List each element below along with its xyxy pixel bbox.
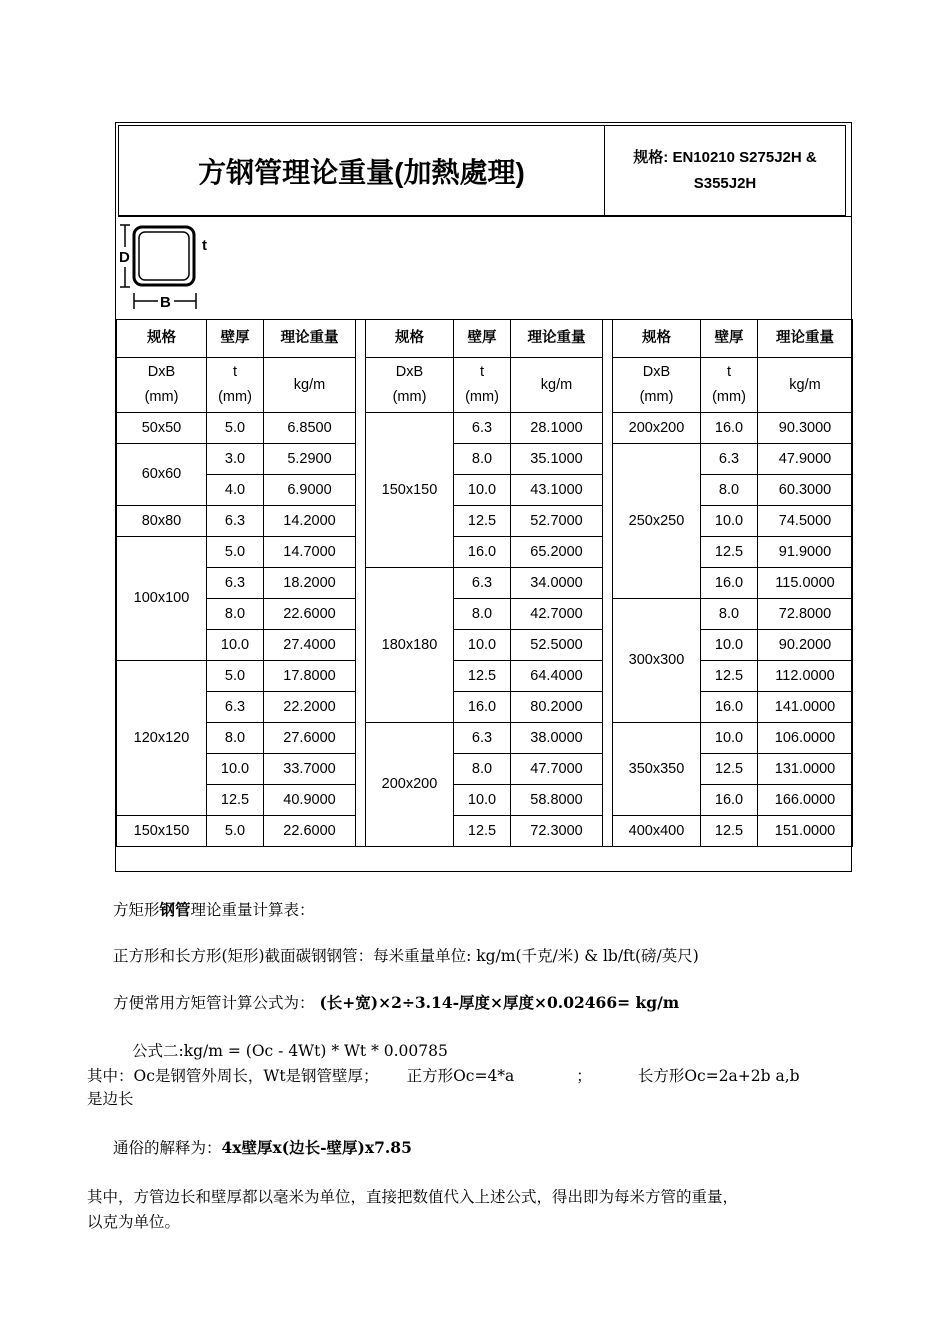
table-row [117, 506, 853, 537]
weight-cell: 22.6000 [264, 599, 356, 630]
thickness-cell: 12.5 [701, 661, 758, 692]
size-cell: 350x350 [613, 723, 701, 816]
thickness-cell: 8.0 [701, 475, 758, 506]
weight-cell: 60.3000 [758, 475, 853, 506]
thickness-cell: 6.3 [701, 444, 758, 475]
column-header: 壁厚 [454, 320, 511, 358]
thickness-cell: 6.3 [454, 413, 511, 444]
note-definition: 其中：Oc是钢管外周长，Wt是钢管壁厚； 正方形Oc=4*a ； 长方形Oc=2a+2b a,b [87, 1067, 800, 1085]
table-row [117, 816, 853, 847]
weight-cell: 58.8000 [511, 785, 603, 816]
thickness-cell: 12.5 [701, 754, 758, 785]
thickness-cell: 16.0 [701, 785, 758, 816]
size-cell: 100x100 [117, 537, 207, 661]
thickness-cell: 12.5 [207, 785, 264, 816]
thickness-cell: 10.0 [454, 785, 511, 816]
column-header: 规格 [366, 320, 454, 358]
note-formula-1: 方便常用方矩管计算公式为： (长+宽)×2÷3.14-厚度×厚度×0.02466= kg/m [113, 993, 680, 1012]
unit-weight: kg/m [264, 358, 356, 413]
thickness-cell: 12.5 [701, 816, 758, 847]
unit-size-line: DxB [642, 364, 671, 380]
size-cell: 200x200 [366, 723, 454, 847]
thickness-cell: 3.0 [207, 444, 264, 475]
table-row [117, 413, 853, 444]
thickness-cell: 10.0 [207, 630, 264, 661]
weight-cell: 33.7000 [264, 754, 356, 785]
thickness-cell: 12.5 [701, 537, 758, 568]
column-header: 理论重量 [511, 320, 603, 358]
weight-cell: 27.6000 [264, 723, 356, 754]
table-row [117, 599, 853, 630]
note-title: 方矩形钢管理论重量计算表： [113, 900, 315, 919]
thickness-cell: 5.0 [207, 413, 264, 444]
thickness-cell: 10.0 [454, 630, 511, 661]
note-definition-cont: 是边长 [87, 1090, 134, 1108]
thickness-cell: 8.0 [454, 444, 511, 475]
size-cell: 400x400 [613, 816, 701, 847]
note-units: 正方形和长方形(矩形)截面碳钢钢管：每米重量单位: kg/m(千克/米) & lb/ft(磅/英尺) [113, 947, 699, 965]
size-cell: 50x50 [117, 413, 207, 444]
size-cell: 60x60 [117, 444, 207, 506]
weight-cell: 6.9000 [264, 475, 356, 506]
unit-thickness-line: t [726, 364, 732, 380]
thickness-cell: 16.0 [701, 568, 758, 599]
thickness-cell: 8.0 [701, 599, 758, 630]
weight-cell: 131.0000 [758, 754, 853, 785]
thickness-cell: 16.0 [454, 537, 511, 568]
weight-cell: 72.3000 [511, 816, 603, 847]
unit-thickness [454, 358, 511, 413]
table-row [117, 475, 853, 506]
weight-cell: 38.0000 [511, 723, 603, 754]
thickness-cell: 10.0 [207, 754, 264, 785]
column-header: 理论重量 [758, 320, 853, 358]
weight-cell: 64.4000 [511, 661, 603, 692]
size-cell: 120x120 [117, 661, 207, 816]
column-separator [356, 320, 366, 847]
thickness-cell: 16.0 [701, 413, 758, 444]
size-cell: 200x200 [613, 413, 701, 444]
weight-cell: 91.9000 [758, 537, 853, 568]
weight-cell: 106.0000 [758, 723, 853, 754]
unit-thickness-line: t [232, 364, 238, 380]
weight-cell: 47.9000 [758, 444, 853, 475]
unit-size-line: DxB [395, 364, 424, 380]
weight-cell: 80.2000 [511, 692, 603, 723]
weight-cell: 18.2000 [264, 568, 356, 599]
thickness-cell: 8.0 [207, 599, 264, 630]
thickness-cell: 5.0 [207, 537, 264, 568]
size-cell: 80x80 [117, 506, 207, 537]
label-d: D [119, 249, 130, 266]
thickness-cell: 6.3 [454, 723, 511, 754]
thickness-cell: 12.5 [454, 661, 511, 692]
weight-cell: 65.2000 [511, 537, 603, 568]
unit-size-line: (mm) [392, 389, 427, 405]
unit-size [366, 358, 454, 413]
unit-thickness [207, 358, 264, 413]
weight-cell: 141.0000 [758, 692, 853, 723]
column-separator [603, 320, 613, 847]
table-row [117, 537, 853, 568]
size-cell: 300x300 [613, 599, 701, 723]
thickness-cell: 10.0 [701, 630, 758, 661]
table-row [117, 754, 853, 785]
label-t: t [202, 237, 207, 254]
weight-cell: 35.1000 [511, 444, 603, 475]
column-header: 规格 [613, 320, 701, 358]
thickness-cell: 6.3 [454, 568, 511, 599]
unit-row [117, 358, 853, 413]
thickness-cell: 10.0 [454, 475, 511, 506]
thickness-cell: 16.0 [454, 692, 511, 723]
weight-table [116, 319, 853, 847]
column-header: 壁厚 [701, 320, 758, 358]
thickness-cell: 6.3 [207, 692, 264, 723]
size-cell: 150x150 [366, 413, 454, 568]
thickness-cell: 12.5 [454, 816, 511, 847]
thickness-cell: 8.0 [207, 723, 264, 754]
thickness-cell: 5.0 [207, 816, 264, 847]
weight-cell: 27.4000 [264, 630, 356, 661]
weight-cell: 34.0000 [511, 568, 603, 599]
weight-cell: 74.5000 [758, 506, 853, 537]
note-conclusion-2: 以克为单位。 [87, 1213, 181, 1231]
weight-cell: 151.0000 [758, 816, 853, 847]
unit-size-line: (mm) [144, 389, 179, 405]
thickness-cell: 6.3 [207, 506, 264, 537]
unit-size-line: (mm) [639, 389, 674, 405]
weight-cell: 52.5000 [511, 630, 603, 661]
weight-cell: 17.8000 [264, 661, 356, 692]
weight-cell: 14.2000 [264, 506, 356, 537]
table-row [117, 568, 853, 599]
weight-cell: 90.3000 [758, 413, 853, 444]
weight-cell: 43.1000 [511, 475, 603, 506]
label-b: B [160, 294, 171, 311]
column-header: 理论重量 [264, 320, 356, 358]
thickness-cell: 4.0 [207, 475, 264, 506]
weight-cell: 22.2000 [264, 692, 356, 723]
thickness-cell: 16.0 [701, 692, 758, 723]
size-cell: 180x180 [366, 568, 454, 723]
thickness-cell: 8.0 [454, 754, 511, 785]
weight-cell: 47.7000 [511, 754, 603, 785]
square-tube-diagram [118, 217, 228, 317]
table-header [118, 125, 846, 216]
weight-cell: 14.7000 [264, 537, 356, 568]
column-header: 规格 [117, 320, 207, 358]
thickness-cell: 6.3 [207, 568, 264, 599]
weight-cell: 5.2900 [264, 444, 356, 475]
unit-thickness-line: (mm) [712, 389, 746, 405]
unit-thickness-line: (mm) [465, 389, 499, 405]
weight-cell: 112.0000 [758, 661, 853, 692]
table-row [117, 785, 853, 816]
size-cell: 250x250 [613, 444, 701, 599]
unit-thickness [701, 358, 758, 413]
spec-line-1: 规格: EN10210 S275J2H & [633, 148, 817, 166]
unit-weight: kg/m [511, 358, 603, 413]
table-row [117, 723, 853, 754]
weight-cell: 90.2000 [758, 630, 853, 661]
table-row [117, 444, 853, 475]
unit-size [613, 358, 701, 413]
column-header: 壁厚 [207, 320, 264, 358]
spec-line-2: S355J2H [693, 174, 757, 192]
weight-cell: 42.7000 [511, 599, 603, 630]
thickness-cell: 8.0 [454, 599, 511, 630]
weight-cell: 28.1000 [511, 413, 603, 444]
thickness-cell: 10.0 [701, 723, 758, 754]
unit-size [117, 358, 207, 413]
table-row [117, 661, 853, 692]
weight-cell: 166.0000 [758, 785, 853, 816]
table-row [117, 692, 853, 723]
weight-cell: 40.9000 [264, 785, 356, 816]
spec-label [605, 126, 845, 215]
weight-cell: 52.7000 [511, 506, 603, 537]
unit-size-line: DxB [147, 364, 176, 380]
header-row [117, 320, 853, 358]
unit-thickness-line: (mm) [218, 389, 252, 405]
weight-cell: 6.8500 [264, 413, 356, 444]
unit-weight: kg/m [758, 358, 853, 413]
weight-cell: 115.0000 [758, 568, 853, 599]
weight-cell: 22.6000 [264, 816, 356, 847]
thickness-cell: 5.0 [207, 661, 264, 692]
size-cell: 150x150 [117, 816, 207, 847]
thickness-cell: 10.0 [701, 506, 758, 537]
note-explain: 通俗的解释为：4x壁厚x(边长-壁厚)x7.85 [113, 1138, 412, 1157]
diagram-row [118, 216, 852, 319]
note-formula-2: 公式二:kg/m = (Oc - 4Wt) * Wt * 0.00785 [132, 1042, 448, 1060]
thickness-cell: 12.5 [454, 506, 511, 537]
note-conclusion-1: 其中，方管边长和壁厚都以毫米为单位，直接把数值代入上述公式，得出即为每米方管的重量， [87, 1188, 739, 1206]
table-row [117, 630, 853, 661]
unit-thickness-line: t [479, 364, 485, 380]
page-title: 方钢管理论重量(加熱處理) [119, 126, 605, 215]
weight-cell: 72.8000 [758, 599, 853, 630]
